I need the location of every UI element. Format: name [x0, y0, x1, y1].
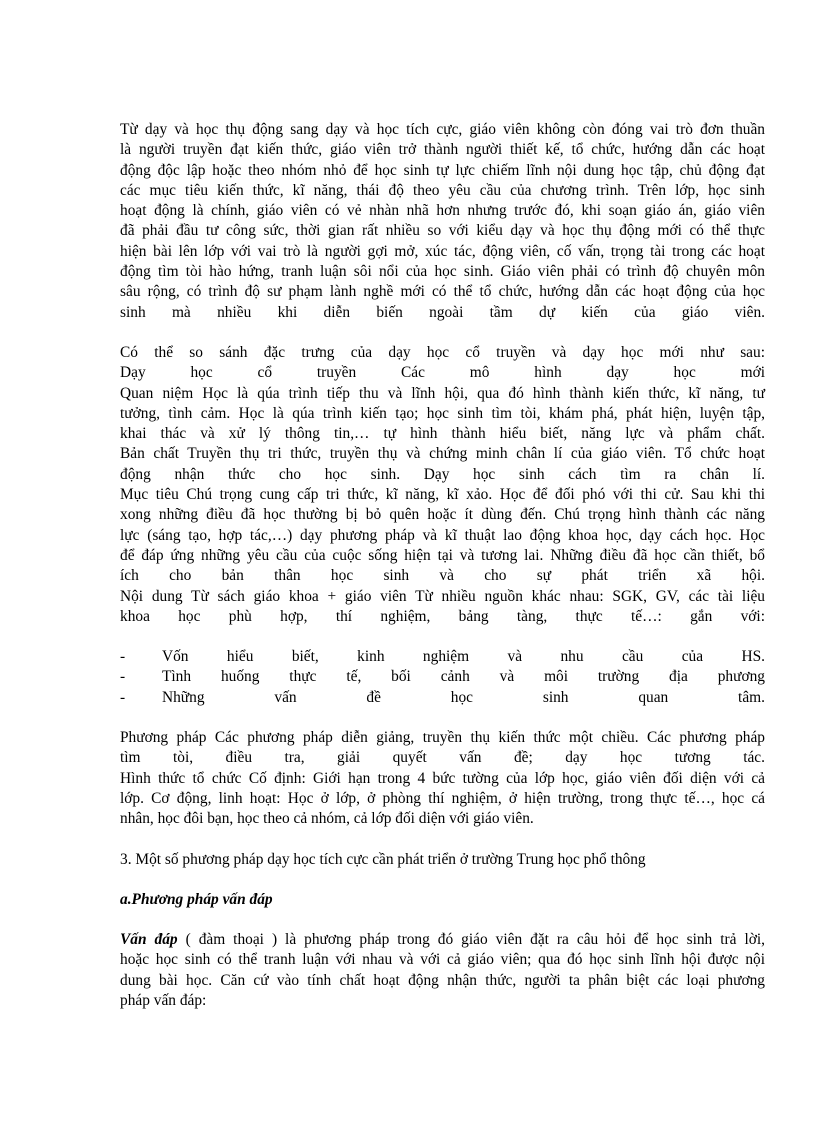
text-line: dung bài học. Căn cứ vào tính chất hoạt động nhận thức, người ta phân biệt các loại phương	[120, 971, 765, 989]
bullet-dash: -	[120, 688, 126, 706]
text-line: Từ dạy và học thụ động sang dạy và học tích cực, giáo viên không còn đóng vai trò đơn thuần	[120, 121, 765, 138]
section-heading: 3. Một số phương pháp dạy học tích cực cần phát triển ở trường Trung học phổ thông	[120, 850, 646, 868]
text-line: nhân, học đôi bạn, học theo cả nhóm, cả lớp đối diện với giáo viên.	[120, 810, 534, 828]
paragraph-comparison	[120, 343, 765, 627]
text-line: pháp vấn đáp:	[120, 991, 207, 1009]
bullet-text: Tình huống thực tế, bối cảnh và môi trường địa phương	[162, 668, 765, 686]
text-line: khai thác và xử lý thông tin,… tự hình thành hiểu biết, năng lực và phẩm chất.	[120, 425, 765, 443]
text-line: Phương pháp Các phương pháp diễn giảng, truyền thụ kiến thức một chiều. Các phương pháp	[120, 729, 765, 747]
text-line: để đáp ứng những yêu cầu của cuộc sống hiện tại và tương lai. Những điều đã học cần thiết, bổ	[120, 546, 765, 564]
text-line: Nội dung Từ sách giáo khoa + giáo viên Từ nhiều nguồn khác nhau: SGK, GV, các tài liệu	[120, 587, 765, 605]
bullet-dash: -	[120, 668, 126, 686]
text-line: động tìm tòi hào hứng, tranh luận sôi nổi của học sinh. Giáo viên phải có trình độ chuyên môn	[120, 263, 765, 281]
paragraph-active-teaching	[120, 120, 765, 323]
text-line: sâu rộng, có trình độ sư phạm lành nghề mới có thể tổ chức, hướng dẫn các hoạt động của học	[120, 283, 765, 301]
text-line: động nhận thức cho học sinh. Dạy học sinh cách tìm ra chân lí.	[120, 465, 765, 483]
bullet-dash: -	[120, 648, 126, 666]
text-line: đã phải đầu tư công sức, thời gian rất nhiều so với kiểu dạy và học thụ động mới có thể thực	[120, 222, 765, 240]
list-item	[120, 667, 765, 687]
term-van-dap: Vấn đáp	[120, 931, 178, 949]
text-line: Mục tiêu Chú trọng cung cấp tri thức, kĩ năng, kĩ xảo. Học để đối phó với thi cử. Sau khi thi	[120, 486, 765, 504]
list-item	[120, 688, 765, 708]
text-line: ích cho bản thân học sinh và cho sự phát triển xã hội.	[120, 567, 765, 585]
text-line: là người truyền đạt kiến thức, giáo viên trở thành người thiết kế, tổ chức, hướng dẫn các hoạt	[120, 141, 765, 159]
text-fragment: ( đàm thoại ) là phương pháp trong đó giáo viên đặt ra câu hỏi để học sinh trả lời,	[177, 931, 765, 949]
text-line: các mục tiêu kiến thức, kĩ năng, thái độ theo yêu cầu của chương trình. Trên lớp, học sinh	[120, 181, 765, 199]
bullet-text: Những vấn đề học sinh quan tâm.	[162, 688, 765, 706]
text-line: Có thể so sánh đặc trưng của dạy học cổ truyền và dạy học mới như sau:	[120, 343, 765, 361]
subsection-heading: a.Phương pháp vấn đáp	[120, 890, 273, 908]
document-page	[120, 120, 765, 1011]
text-line: Dạy học cổ truyền Các mô hình dạy học mới	[120, 364, 765, 382]
text-line	[120, 930, 765, 950]
text-line: lớp. Cơ động, linh hoạt: Học ở lớp, ở phòng thí nghiệm, ở hiện trường, trong thực tế…, học cá	[120, 789, 765, 807]
bullet-text: Vốn hiểu biết, kinh nghiệm và nhu cầu của HS.	[162, 648, 765, 666]
text-line: hoạt động là chính, giáo viên có vẻ nhàn nhã hơn nhưng trước đó, khi soạn giáo án, giáo viên	[120, 202, 765, 220]
text-line: hoặc học sinh có thể tranh luận với nhau và với cả giáo viên; qua đó học sinh lĩnh hội được nội	[120, 951, 765, 969]
text-line: sinh mà nhiều khi diễn biến ngoài tầm dự kiến của giáo viên.	[120, 303, 765, 321]
text-line: tưởng, tình cảm. Học là qúa trình kiến tạo; học sinh tìm tòi, khám phá, phát hiện, luyện tập,	[120, 404, 765, 422]
text-line: tìm tòi, điều tra, giải quyết vấn đề; dạy học tương tác.	[120, 749, 765, 767]
text-line: Bản chất Truyền thụ tri thức, truyền thụ và chứng minh chân lí của giáo viên. Tổ chức hoạt	[120, 445, 765, 463]
text-line: lực (sáng tạo, hợp tác,…) dạy phương pháp và kĩ thuật lao động khoa học, dạy cách học. Học	[120, 526, 765, 544]
list-item	[120, 647, 765, 667]
paragraph-question-method	[120, 930, 765, 1011]
text-line: Quan niệm Học là qúa trình tiếp thu và lĩnh hội, qua đó hình thành kiến thức, kĩ năng, tư	[120, 384, 765, 402]
text-line: Hình thức tổ chức Cố định: Giới hạn trong 4 bức tường của lớp học, giáo viên đối diện với cả	[120, 769, 765, 787]
text-line: động độc lập hoặc theo nhóm nhỏ để học sinh tự lực chiếm lĩnh nội dung học tập, chủ động đạt	[120, 161, 765, 179]
text-line: hiện bài lên lớp với vai trò là người gợi mở, xúc tác, động viên, cố vấn, trọng tài trong các hoạt	[120, 242, 765, 260]
paragraph-methods	[120, 728, 765, 829]
text-line: khoa học phù hợp, thí nghiệm, bảng tàng, thực tế…: gắn với:	[120, 607, 765, 625]
text-line: xong những điều đã học thường bị bỏ quên hoặc ít dùng đến. Chú trọng hình thành các năng	[120, 506, 765, 524]
bullet-list	[120, 647, 765, 708]
